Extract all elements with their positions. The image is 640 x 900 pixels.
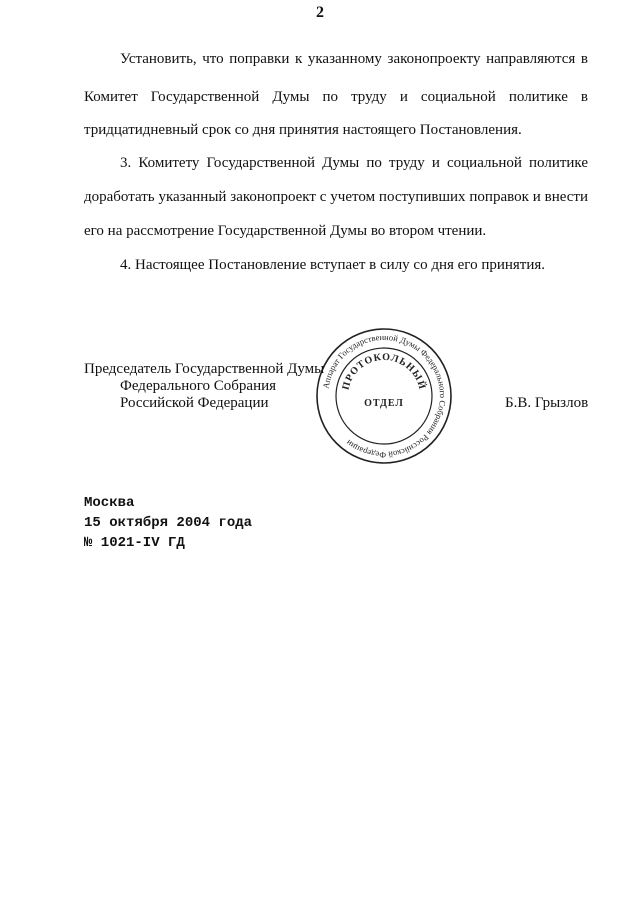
paragraph-line: тридцатидневный срок со дня принятия настоящего Постановления. (84, 122, 522, 138)
signatory-title-line: Федерального Собрания (120, 378, 277, 394)
signatory-title-line: Председатель Государственной Думы (84, 361, 325, 377)
stamp-outer-text: Аппарат Государственной Думы Федерального Собрания Российской Федерации (320, 331, 449, 461)
paragraph-line: его на рассмотрение Государственной Думы во втором чтении. (84, 223, 487, 239)
paragraph-line: 3. Комитету Государственной Думы по труду и социальной политике (120, 155, 588, 171)
paragraph-line: Установить, что поправки к указанному законопроекту направляются в (120, 51, 588, 67)
signatory-title-line: Российской Федерации (120, 395, 269, 411)
page-number: 2 (316, 4, 324, 21)
document-number: № 1021-IV ГД (84, 535, 185, 551)
paragraph-line: доработать указанный законопроект с учетом поступивших поправок и внести (84, 189, 588, 205)
stamp-inner-top: ПРОТОКОЛЬНЫЙ (340, 351, 428, 392)
document-date: 15 октября 2004 года (84, 515, 253, 531)
official-stamp (314, 326, 454, 466)
paragraph-line: 4. Настоящее Постановление вступает в силу со дня его принятия. (120, 257, 546, 273)
city: Москва (84, 495, 135, 511)
paragraph-line: Комитет Государственной Думы по труду и социальной политике в (84, 89, 588, 105)
signatory-name: Б.В. Грызлов (505, 395, 589, 411)
stamp-inner-center: ОТДЕЛ (364, 398, 404, 409)
stamp-outer-ring (317, 329, 451, 463)
